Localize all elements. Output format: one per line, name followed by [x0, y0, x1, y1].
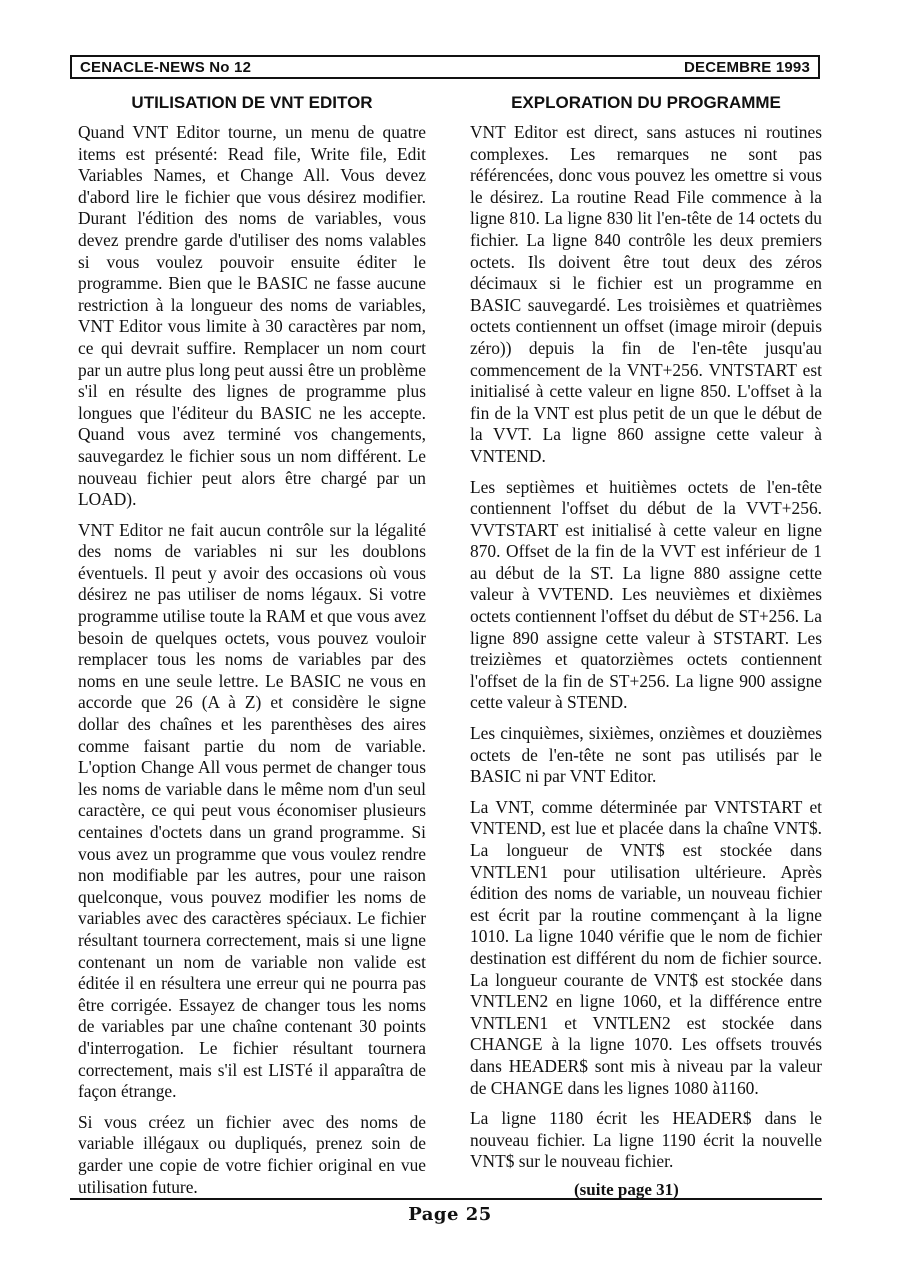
paragraph: Les cinquièmes, sixièmes, onzièmes et douzièmes octets de l'en-tête ne sont pas utilisés par le BASIC ni par VNT Editor.	[470, 723, 822, 787]
continued-note: (suite page 31)	[574, 1180, 679, 1199]
page-header	[70, 55, 820, 79]
right-column-title: EXPLORATION DU PROGRAMME	[511, 93, 781, 112]
issue-date: DECEMBRE 1993	[684, 58, 810, 76]
paragraph: Quand VNT Editor tourne, un menu de quatre items est présenté: Read file, Write file, Edit Variables Names, et Change All. Vous devez d'abord lire le fichier que vous désirez modifier. Durant l'édition des noms de variables, vous devez prendre garde d'utiliser des noms valables si vous voulez pouvoir ensuite éditer le programme. Bien que le BASIC ne fasse aucune restriction à la longueur des noms de variables, VNT Editor vous limite à 30 caractères par nom, ce qui devrait suffire. Remplacer un nom court par un autre plus long peut aussi être un problème s'il en résulte des lignes de programme plus longues que l'éditeur du BASIC ne les accepte. Quand vous avez terminé vos changements, sauvegardez le fichier sous un nom différent. Le nouveau fichier peut alors être chargé par un LOAD).	[78, 122, 426, 510]
paragraph: Si vous créez un fichier avec des noms de variable illégaux ou dupliqués, prenez soin de garder une copie de votre fichier original en vue utilisation future.	[78, 1111, 426, 1197]
footer-divider	[70, 1198, 822, 1200]
paragraph: VNT Editor est direct, sans astuces ni routines complexes. Les remarques ne sont pas référencées, donc vous pouvez les omettre si vous le désirez. La routine Read File commence à la ligne 810. La ligne 830 lit l'en-tête de 14 octets du fichier. La ligne 840 contrôle les deux premiers octets. Ils doivent être tout deux des zéros décimaux si le fichier est un programme en BASIC sauvegardé. Les troisièmes et quatrièmes octets contiennent un offset (image miroir (depuis zéro)) depuis la fin de l'en-tête jusqu'au commencement de la VNT+256. VNTSTART est initialisé à cette valeur en ligne 850. L'offset à la fin de la VNT est plus petit de un que le début de la VVT. La ligne 860 assigne cette valeur à VNTEND.	[470, 122, 822, 466]
right-column	[470, 92, 822, 1182]
paragraph: VNT Editor ne fait aucun contrôle sur la légalité des noms de variables ni sur les doublons éventuels. Il peut y avoir des occasions où vous désirez ne pas utiliser de noms légaux. Si votre programme utilise toute la RAM et que vous avez besoin de quelques octets, vous pouvez vouloir remplacer tous les noms de variables par des noms en une seule lettre. Le BASIC ne vous en accorde que 26 (A à Z) et considère le signe dollar des chaînes et les parenthèses des aires comme faisant partie du nom de variable. L'option Change All vous permet de changer tous les noms de variable dans le même nom d'un seul caractère, ce qui peut vous économiser plusieurs centaines d'octets dans un grand programme. Si vous avez un programme que vous voulez rendre non modifiable par les autres, pour une raison quelconque, vous pouvez modifier les noms de variables avec des caractères spéciaux. Le fichier résultant tournera correctement, mais si une ligne contenant un nom de variable non valide est éditée il en résultera une erreur qui ne pourra pas être corrigée. Essayez de changer tous les noms de variables par une chaîne contenant 30 points d'interrogation. Le fichier résultant tournera correctement, mais s'il est LISTé il apparaîtra de façon étrange.	[78, 519, 426, 1102]
page-number: Page 25	[408, 1204, 492, 1225]
left-column-title: UTILISATION DE VNT EDITOR	[131, 93, 373, 112]
paragraph: Les septièmes et huitièmes octets de l'en-tête contiennent l'offset du début de la VVT+256. VVTSTART est initialisé à cette valeur en ligne 870. Offset de la fin de la VVT est inférieur de 1 au début de la ST. La ligne 880 assigne cette valeur à VVTEND. Les neuvièmes et dixièmes octets contiennent l'offset du début de ST+256. La ligne 890 assigne cette valeur à STSTART. Les treizièmes et quatorzièmes octets contiennent l'offset de la fin de ST+256. La ligne 900 assigne cette valeur à STEND.	[470, 476, 822, 713]
left-column	[78, 92, 426, 1207]
paragraph: La VNT, comme déterminée par VNTSTART et VNTEND, est lue et placée dans la chaîne VNT$. La longueur de VNT$ est stockée dans VNTLEN1 pour utilisation ultérieure. Après édition des noms de variable, un nouveau fichier est écrit par la routine commençant à la ligne 1010. La ligne 1040 vérifie que le nom de fichier destination est différent du nom de fichier source. La longueur courante de VNT$ est stockée dans VNTLEN2 en ligne 1060, et la différence entre VNTLEN1 et VNTLEN2 est stockée dans CHANGE à la ligne 1070. Les offsets trouvés dans HEADER$ sont mis à niveau par la valeur de CHANGE dans les lignes 1080 à1160.	[470, 796, 822, 1098]
newsletter-issue: CENACLE-NEWS No 12	[80, 58, 252, 76]
paragraph: La ligne 1180 écrit les HEADER$ dans le nouveau fichier. La ligne 1190 écrit la nouvelle VNT$ sur le nouveau fichier.	[470, 1108, 822, 1172]
